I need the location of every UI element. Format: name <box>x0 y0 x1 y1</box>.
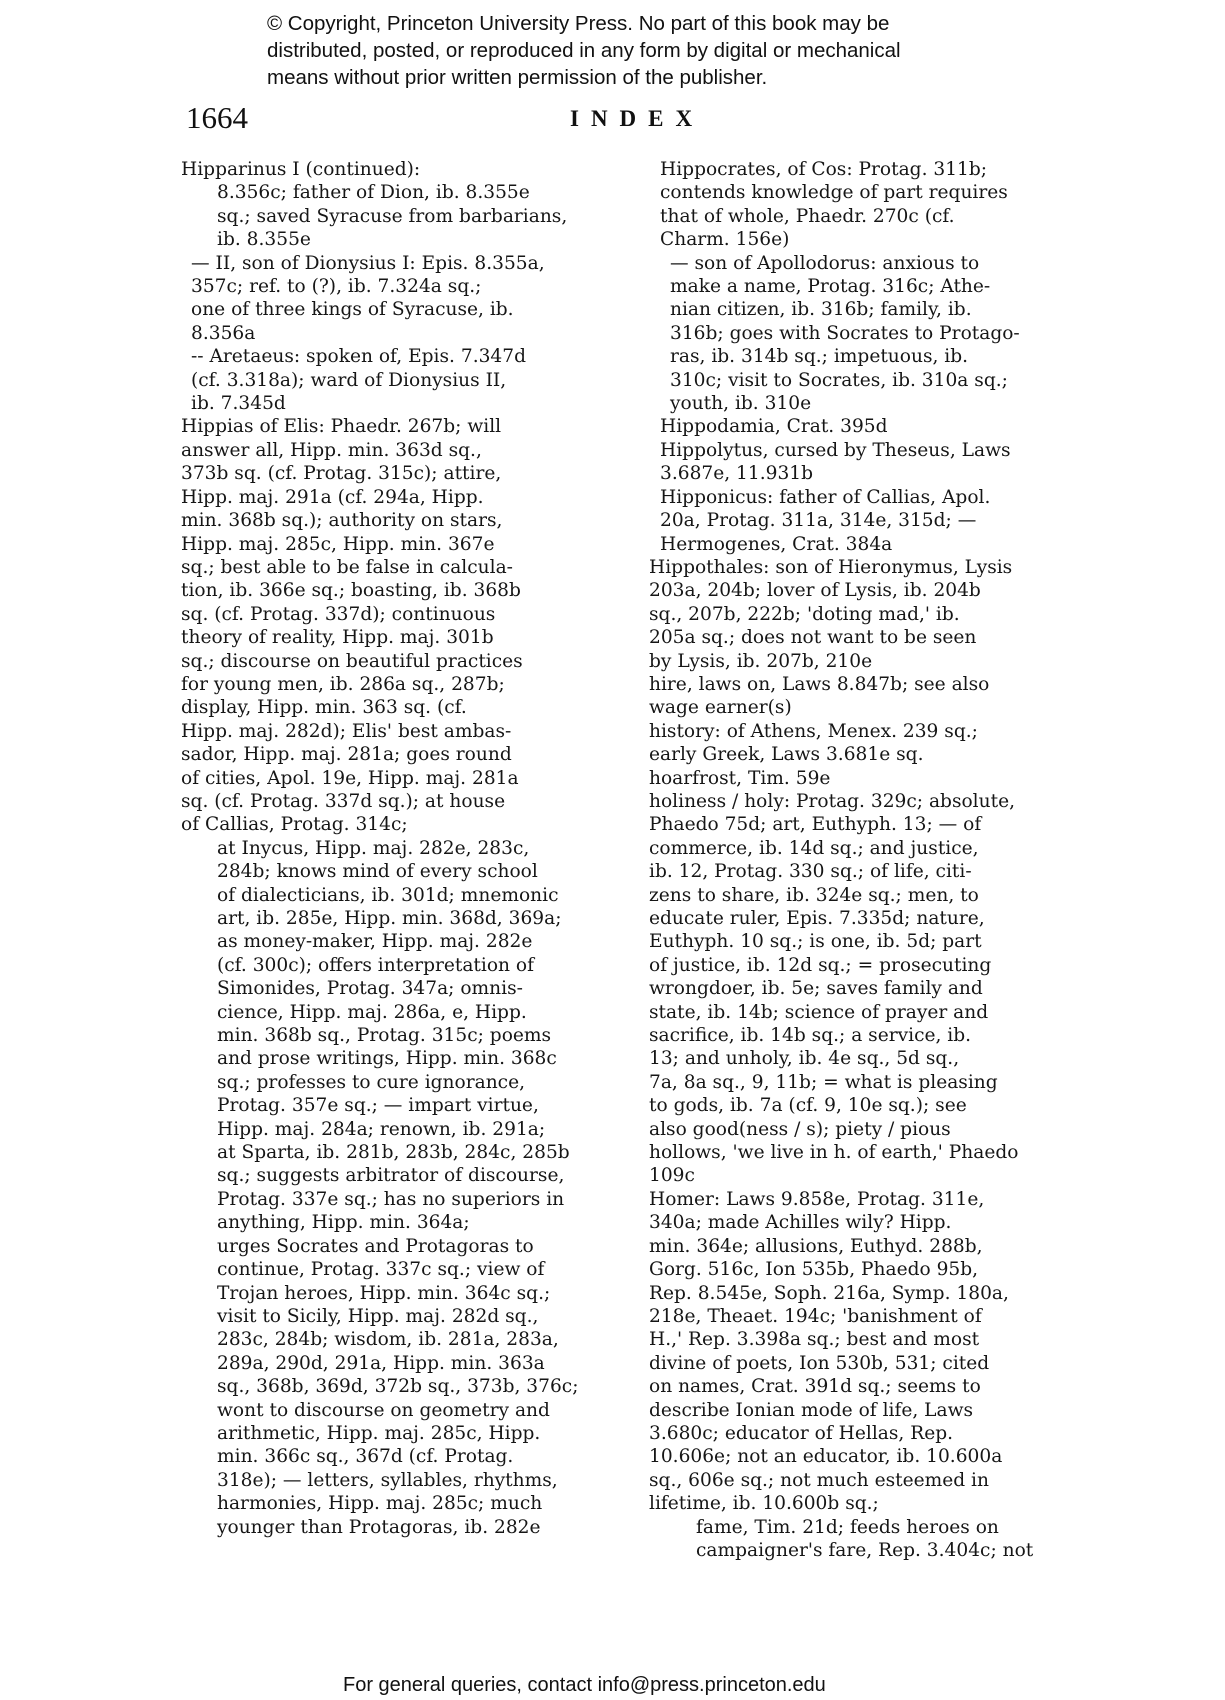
index-line: urges Socrates and Protagoras to <box>217 1235 534 1257</box>
index-line: Protag. 357e sq.; — impart virtue, <box>217 1095 539 1117</box>
index-line: 218e, Theaet. 194c; 'banishment of <box>649 1305 982 1327</box>
index-line: 310c; visit to Socrates, ib. 310a sq.; <box>670 369 1008 391</box>
index-entry <box>660 1516 1100 1563</box>
index-line: sq., 368b, 369d, 372b sq., 373b, 376c; <box>217 1376 579 1398</box>
index-line: 316b; goes with Socrates to Protago- <box>670 322 1020 344</box>
index-line: 8.356c; father of Dion, ib. 8.355e <box>217 182 530 204</box>
index-line: make a name, Protag. 316c; Athe- <box>670 276 991 298</box>
index-entry <box>670 252 1100 416</box>
index-entry <box>181 158 606 181</box>
index-entry <box>181 837 606 1235</box>
copyright-line: means without prior written permission of the publisher. <box>267 66 768 89</box>
index-line: 109c <box>649 1165 695 1187</box>
index-line: Hipp. maj. 282d); Elis' best ambas- <box>181 720 512 742</box>
index-entry <box>191 252 606 346</box>
index-entry <box>660 415 1100 438</box>
index-line: min. 366c sq., 367d (cf. Protag. <box>217 1446 514 1468</box>
index-line: at Inycus, Hipp. maj. 282e, 283c, <box>217 837 530 859</box>
index-line: tion, ib. 366e sq.; boasting, ib. 368b <box>181 580 521 602</box>
index-line: wont to discourse on geometry and <box>217 1399 550 1421</box>
index-line: nian citizen, ib. 316b; family, ib. <box>670 299 972 321</box>
index-entry <box>660 158 1100 252</box>
index-column-left <box>181 158 606 1539</box>
index-line: sq. (cf. Protag. 337d sq.); at house <box>181 790 506 812</box>
copyright-line: © Copyright, Princeton University Press. No part of this book may be <box>267 12 890 35</box>
index-line: 284b; knows mind of every school <box>217 861 538 883</box>
index-line: Hipponicus: father of Callias, Apol. <box>660 486 991 508</box>
index-line: early Greek, Laws 3.681e sq. <box>649 744 924 766</box>
index-line: visit to Sicily, Hipp. maj. 282d sq., <box>217 1305 539 1327</box>
index-entry <box>649 673 1100 720</box>
index-line: 7a, 8a sq., 9, 11b; = what is pleasing <box>649 1071 998 1093</box>
index-entry <box>649 790 1100 1141</box>
index-line: 8.356a <box>191 322 256 344</box>
index-entry <box>660 439 1100 486</box>
index-line: Phaedo 75d; art, Euthyph. 13; — of <box>649 814 982 836</box>
index-line: min. 368b sq., Protag. 315c; poems <box>217 1025 552 1047</box>
index-line: cience, Hipp. maj. 286a, e, Hipp. <box>217 1001 527 1023</box>
index-line: (cf. 3.318a); ward of Dionysius II, <box>191 369 507 391</box>
index-line: 205a sq.; does not want to be seen <box>649 627 977 649</box>
index-line: Trojan heroes, Hipp. min. 364c sq.; <box>217 1282 551 1304</box>
index-line: by Lysis, ib. 207b, 210e <box>649 650 873 672</box>
index-line: sq. (cf. Protag. 337d); continuous <box>181 603 496 625</box>
index-line: fame, Tim. 21d; feeds heroes on <box>696 1516 999 1538</box>
index-line: zens to share, ib. 324e sq.; men, to <box>649 884 979 906</box>
index-entry <box>191 345 606 415</box>
index-line: ib. 8.355e <box>217 229 311 251</box>
index-line: 3.687e, 11.931b <box>660 463 814 485</box>
index-line: Gorg. 516c, Ion 535b, Phaedo 95b, <box>649 1259 979 1281</box>
index-entry <box>649 720 1100 767</box>
index-column-right <box>649 158 1100 1562</box>
index-line: min. 364e; allusions, Euthyd. 288b, <box>649 1235 983 1257</box>
index-line: sq., 207b, 222b; 'doting mad,' ib. <box>649 603 960 625</box>
index-line: Hippodamia, Crat. 395d <box>660 416 888 438</box>
index-line: younger than Protagoras, ib. 282e <box>217 1516 541 1538</box>
index-line: hoarfrost, Tim. 59e <box>649 767 831 789</box>
index-entry <box>649 767 1100 790</box>
index-line: display, Hipp. min. 363 sq. (cf. <box>181 697 467 719</box>
index-line: for young men, ib. 286a sq., 287b; <box>181 673 505 695</box>
index-entry <box>649 556 1100 673</box>
index-line: of cities, Apol. 19e, Hipp. maj. 281a <box>181 767 519 789</box>
index-line: youth, ib. 310e <box>670 393 812 415</box>
index-line: Hippocrates, of Cos: Protag. 311b; <box>660 159 988 180</box>
index-line: Euthyph. 10 sq.; is one, ib. 5d; part <box>649 931 982 953</box>
index-line: at Sparta, ib. 281b, 283b, 284c, 285b <box>217 1142 570 1164</box>
index-line: Protag. 337e sq.; has no superiors in <box>217 1188 565 1210</box>
copyright-line: distributed, posted, or reproduced in any form by digital or mechanical <box>267 39 901 62</box>
index-entry <box>181 415 606 836</box>
index-line: Hipp. maj. 285c, Hipp. min. 367e <box>181 533 495 555</box>
index-line: 373b sq. (cf. Protag. 315c); attire, <box>181 463 502 485</box>
index-entry <box>660 486 1100 556</box>
index-line: Hipparinus I (continued): <box>181 159 421 180</box>
index-line: Hermogenes, Crat. 384a <box>660 533 893 555</box>
index-line: contends knowledge of part requires <box>660 182 1008 204</box>
index-line: Homer: Laws 9.858e, Protag. 311e, <box>649 1188 985 1210</box>
index-line: answer all, Hipp. min. 363d sq., <box>181 439 482 461</box>
index-line: 289a, 290d, 291a, Hipp. min. 363a <box>217 1352 545 1374</box>
index-line: to gods, ib. 7a (cf. 9, 10e sq.); see <box>649 1095 967 1117</box>
index-line: 3.680c; educator of Hellas, Rep. <box>649 1422 954 1444</box>
index-line: lifetime, ib. 10.600b sq.; <box>649 1493 879 1515</box>
index-line: hollows, 'we live in h. of earth,' Phaedo <box>649 1142 1019 1164</box>
index-line: describe Ionian mode of life, Laws <box>649 1399 974 1421</box>
index-line: 283c, 284b; wisdom, ib. 281a, 283a, <box>217 1329 559 1351</box>
index-line: arithmetic, Hipp. maj. 285c, Hipp. <box>217 1422 541 1444</box>
index-line: sq.; discourse on beautiful practices <box>181 650 523 672</box>
index-line: on names, Crat. 391d sq.; seems to <box>649 1376 981 1398</box>
index-entry <box>649 1188 1100 1516</box>
index-line: -- Aretaeus: spoken of, Epis. 7.347d <box>191 346 526 368</box>
index-line: of justice, ib. 12d sq.; = prosecuting <box>649 954 992 976</box>
index-line: of Callias, Protag. 314c; <box>181 814 408 836</box>
index-line: 203a, 204b; lover of Lysis, ib. 204b <box>649 580 981 602</box>
index-line: — son of Apollodorus: anxious to <box>670 252 980 274</box>
index-line: sq.; suggests arbitrator of discourse, <box>217 1165 565 1187</box>
index-line: sq.; saved Syracuse from barbarians, <box>217 205 568 227</box>
index-line: Hippothales: son of Hieronymus, Lysis <box>649 556 1013 578</box>
index-line: one of three kings of Syracuse, ib. <box>191 299 514 321</box>
index-line: Hippolytus, cursed by Theseus, Laws <box>660 439 1011 461</box>
index-line: continue, Protag. 337c sq.; view of <box>217 1259 545 1281</box>
index-line: 340a; made Achilles wily? Hipp. <box>649 1212 952 1234</box>
index-line: ib. 12, Protag. 330 sq.; of life, citi- <box>649 861 972 883</box>
index-line: Simonides, Protag. 347a; omnis- <box>217 978 523 1000</box>
index-line: — II, son of Dionysius I: Epis. 8.355a, <box>191 252 545 274</box>
index-line: sacrifice, ib. 14b sq.; a service, ib. <box>649 1025 972 1047</box>
index-line: 318e); — letters, syllables, rhythms, <box>217 1469 558 1491</box>
index-line: and prose writings, Hipp. min. 368c <box>217 1048 557 1070</box>
index-line: (cf. 300c); offers interpretation of <box>217 954 535 976</box>
index-line: history: of Athens, Menex. 239 sq.; <box>649 720 978 742</box>
index-line: of dialecticians, ib. 301d; mnemonic <box>217 884 559 906</box>
index-line: wage earner(s) <box>649 697 792 719</box>
index-line: sador, Hipp. maj. 281a; goes round <box>181 744 512 766</box>
index-line: 13; and unholy, ib. 4e sq., 5d sq., <box>649 1048 960 1070</box>
index-line: Hipp. maj. 291a (cf. 294a, Hipp. <box>181 486 484 508</box>
index-line: sq., 606e sq.; not much esteemed in <box>649 1469 989 1491</box>
index-entry <box>649 1141 1100 1188</box>
index-line: divine of poets, Ion 530b, 531; cited <box>649 1352 990 1374</box>
index-line: 20a, Protag. 311a, 314e, 315d; — <box>660 510 977 532</box>
index-line: H.,' Rep. 3.398a sq.; best and most <box>649 1329 980 1351</box>
index-line: educate ruler, Epis. 7.335d; nature, <box>649 908 985 929</box>
index-line: holiness / holy: Protag. 329c; absolute, <box>649 790 1015 812</box>
index-line: commerce, ib. 14d sq.; and justice, <box>649 837 979 859</box>
index-line: sq.; professes to cure ignorance, <box>217 1071 526 1093</box>
index-line: as money-maker, Hipp. maj. 282e <box>217 931 533 953</box>
index-line: sq.; best able to be false in calcula- <box>181 556 513 578</box>
index-line: ras, ib. 314b sq.; impetuous, ib. <box>670 346 969 368</box>
index-line: hire, laws on, Laws 8.847b; see also <box>649 673 990 695</box>
index-line: campaigner's fare, Rep. 3.404c; not <box>696 1539 1034 1561</box>
footer-contact: For general queries, contact info@press.princeton.edu <box>343 1674 826 1696</box>
index-line: that of whole, Phaedr. 270c (cf. <box>660 205 955 227</box>
running-head: INDEX <box>570 106 705 131</box>
index-line: theory of reality, Hipp. maj. 301b <box>181 627 494 649</box>
index-line: Charm. 156e) <box>660 229 790 251</box>
index-line: Hippias of Elis: Phaedr. 267b; will <box>181 416 502 438</box>
index-entry <box>181 1235 606 1539</box>
page-number: 1664 <box>186 100 248 135</box>
index-line: ib. 7.345d <box>191 393 286 415</box>
index-line: min. 368b sq.); authority on stars, <box>181 510 503 532</box>
copyright-notice <box>267 10 987 91</box>
index-line: Rep. 8.545e, Soph. 216a, Symp. 180a, <box>649 1282 1009 1304</box>
index-line: anything, Hipp. min. 364a; <box>217 1212 470 1234</box>
index-line: 10.606e; not an educator, ib. 10.600a <box>649 1446 1003 1468</box>
index-line: state, ib. 14b; science of prayer and <box>649 1001 989 1023</box>
index-line: Hipp. maj. 284a; renown, ib. 291a; <box>217 1118 546 1140</box>
index-entry <box>181 181 606 251</box>
index-line: art, ib. 285e, Hipp. min. 368d, 369a; <box>217 908 562 929</box>
index-line: also good(ness / s); piety / pious <box>649 1118 951 1140</box>
index-line: harmonies, Hipp. maj. 285c; much <box>217 1493 543 1515</box>
index-line: wrongdoer, ib. 5e; saves family and <box>649 978 983 1000</box>
index-line: 357c; ref. to (?), ib. 7.324a sq.; <box>191 276 482 298</box>
